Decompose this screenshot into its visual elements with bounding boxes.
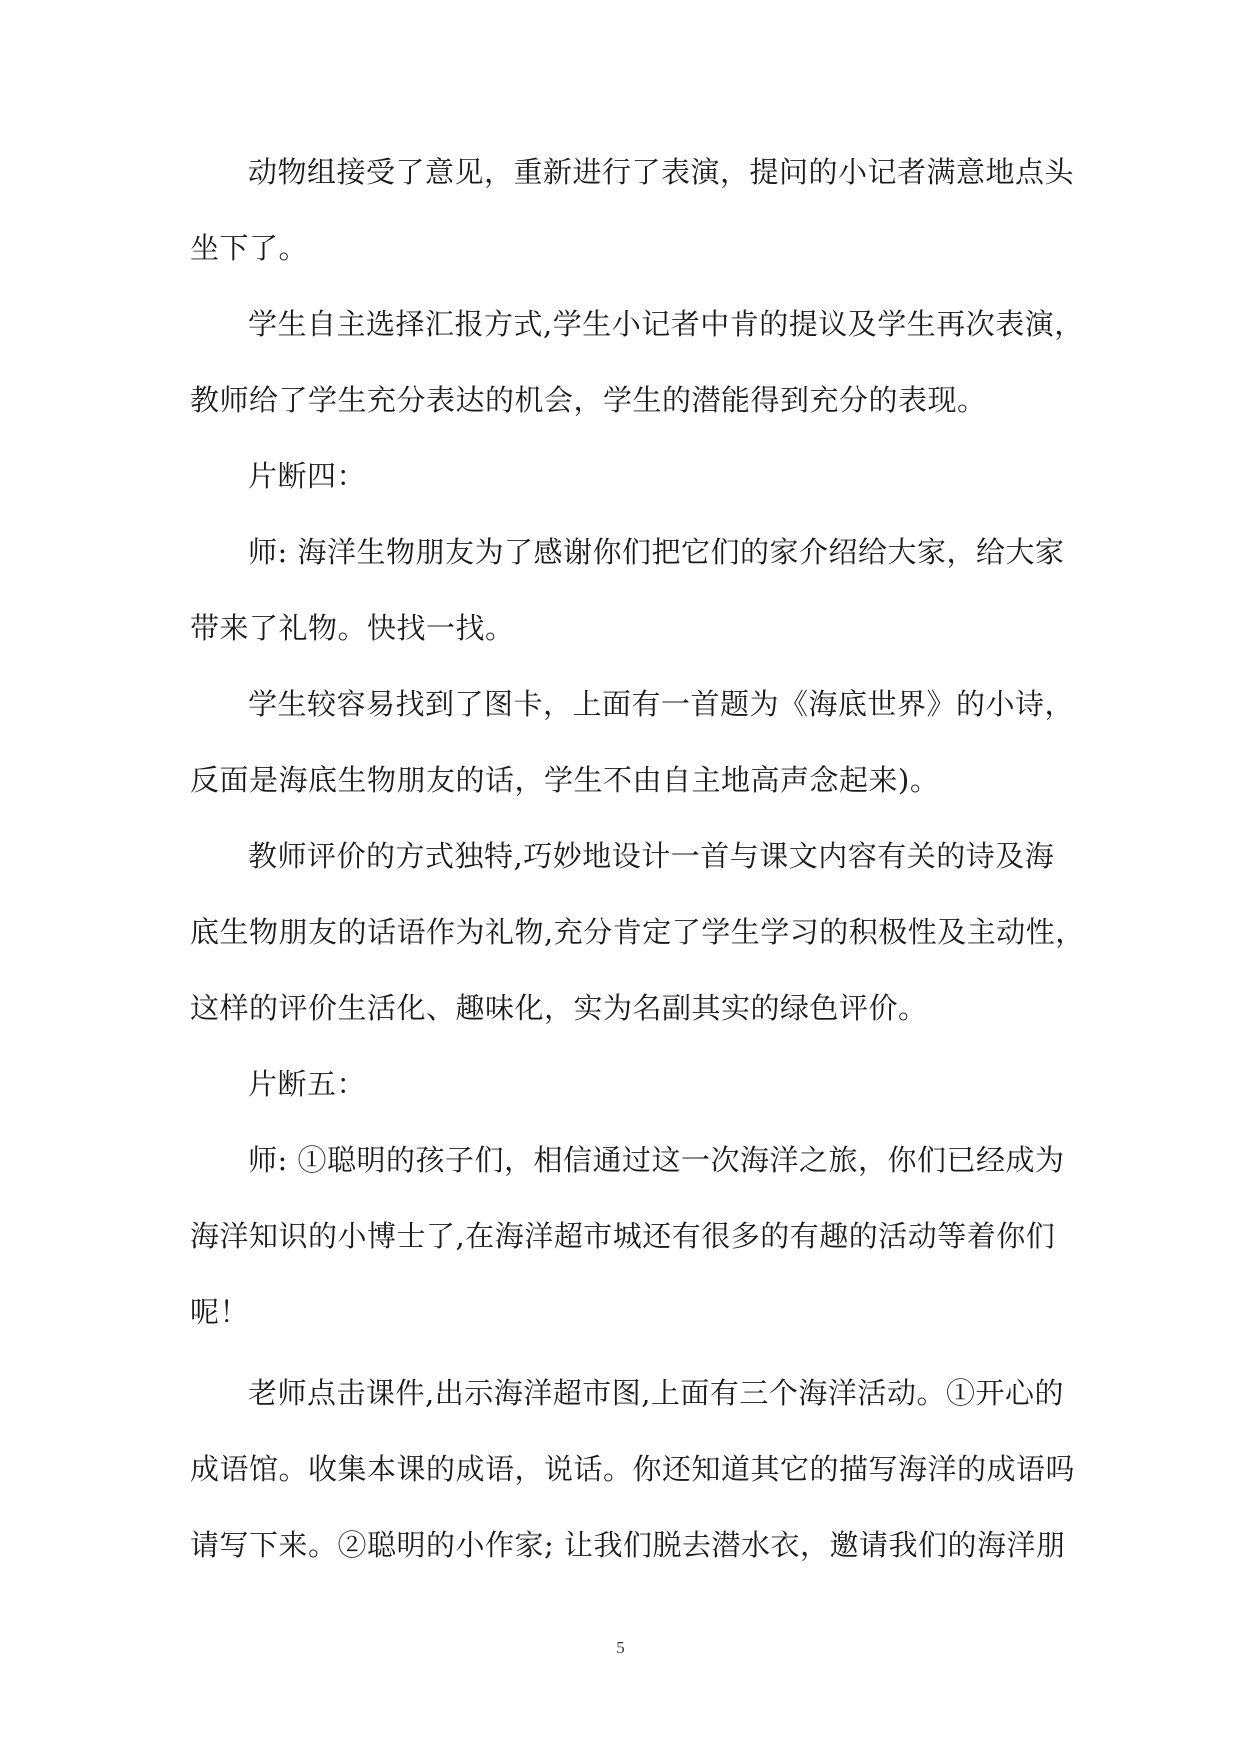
- paragraph-line: 动物组接受了意见，重新进行了表演，提问的小记者满意地点头: [248, 155, 1075, 189]
- paragraph-line: 教师给了学生充分表达的机会，学生的潜能得到充分的表现。: [190, 383, 987, 417]
- paragraph-line: 坐下了。: [190, 231, 309, 265]
- paragraph-line: 老师点击课件,出示海洋超市图,上面有三个海洋活动。①开心的: [248, 1376, 1064, 1410]
- paragraph-line: 海洋知识的小博士了,在海洋超市城还有很多的有趣的活动等着你们: [190, 1219, 1056, 1253]
- paragraph-line: 学生较容易找到了图卡，上面有一首题为《海底世界》的小诗，: [248, 687, 1075, 721]
- section-heading: 片断五：: [248, 1067, 367, 1101]
- paragraph-line: 教师评价的方式独特,巧妙地设计一首与课文内容有关的诗及海: [248, 839, 1055, 873]
- paragraph-line: 师: 海洋生物朋友为了感谢你们把它们的家介绍给大家，给大家: [248, 535, 1065, 569]
- section-heading: 片断四：: [248, 459, 367, 493]
- paragraph-line: 底生物朋友的话语作为礼物,充分肯定了学生学习的积极性及主动性，: [190, 915, 1085, 949]
- paragraph-line: 反面是海底生物朋友的话，学生不由自主地高声念起来)。: [190, 763, 940, 797]
- paragraph-line: 带来了礼物。快找一找。: [190, 611, 515, 645]
- paragraph-line: 师: ①聪明的孩子们，相信通过这一次海洋之旅，你们已经成为: [248, 1143, 1065, 1177]
- paragraph-line: 呢！: [190, 1295, 250, 1329]
- page-number: 5: [616, 1638, 625, 1657]
- paragraph-line: 成语馆。收集本课的成语，说话。你还知道其它的描写海洋的成语吗: [190, 1452, 1076, 1486]
- paragraph-line: 这样的评价生活化、趣味化，实为名副其实的绿色评价。: [190, 991, 928, 1025]
- paragraph-line: 学生自主选择汇报方式,学生小记者中肯的提议及学生再次表演，: [248, 307, 1084, 341]
- paragraph-line: 请写下来。②聪明的小作家; 让我们脱去潜水衣，邀请我们的海洋朋: [190, 1528, 1066, 1562]
